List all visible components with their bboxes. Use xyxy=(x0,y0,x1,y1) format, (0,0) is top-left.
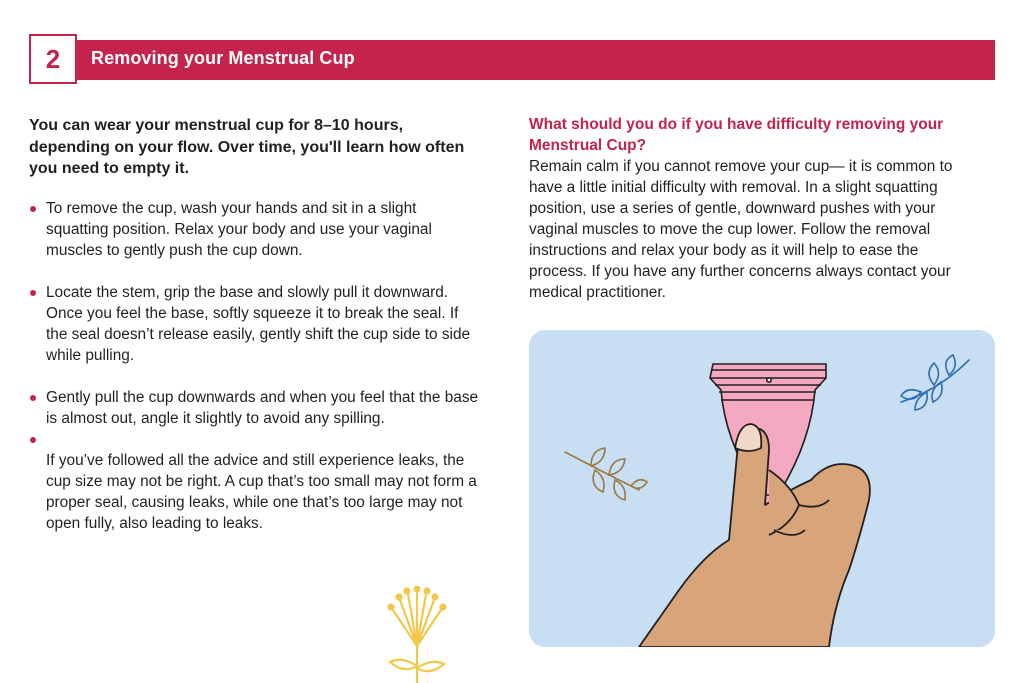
list-item-text: To remove the cup, wash your hands and sit in a slight squatting position. Relax your body and use your vaginal muscles to gently push the cup down. xyxy=(46,199,432,259)
list-item xyxy=(29,387,479,429)
leak-advice-paragraph: If you’ve followed all the advice and still experience leaks, the cup size may not be right. A cup that’s too small may not form a proper seal, causing leaks, while one that’s too large may not open fully, also leading to leaks. xyxy=(46,451,477,532)
list-item-text: Locate the stem, grip the base and slowly pull it downward. Once you feel the base, softly squeeze it to break the seal. If the seal doesn’t release easily, gently shift the cup side to side while pulling. xyxy=(46,283,471,364)
left-column xyxy=(29,115,479,549)
step-number: 2 xyxy=(45,43,61,74)
hand-icon xyxy=(639,424,870,647)
intro-text: You can wear your menstrual cup for 8–10 hours, depending on your flow. Over time, you'll learn how often you need to empty it. xyxy=(29,117,465,177)
section-title: Removing your Menstrual Cup xyxy=(91,48,355,68)
bullet-dot-icon xyxy=(30,290,36,296)
hand-holding-cup-illustration xyxy=(529,330,995,647)
list-item xyxy=(29,429,479,450)
question-heading: What should you do if you have difficulty removing your Menstrual Cup? xyxy=(529,116,944,154)
bullet-dot-icon xyxy=(30,206,36,212)
instruction-list xyxy=(29,198,479,450)
bullet-dot-icon xyxy=(30,395,36,401)
answer-paragraph: Remain calm if you cannot remove your cup— it is common to have a little initial difficulty with removal. In a slight squatting position, use a series of gentle, downward pushes with your vaginal muscles to move the cup lower. Follow the removal instructions and relax your body as it will help to ease the process. If you have any further concerns always contact your medical practitioner. xyxy=(529,158,953,301)
leaf-sprig-icon xyxy=(901,355,969,410)
step-number-badge xyxy=(29,34,77,84)
flower-icon xyxy=(382,586,452,683)
list-item-text: Gently pull the cup downwards and when you feel that the base is almost out, angle it slightly to avoid any spilling. xyxy=(46,388,479,427)
leaf-sprig-icon xyxy=(565,448,647,500)
list-item xyxy=(29,198,479,261)
bullet-dot-icon xyxy=(30,437,36,443)
list-item xyxy=(29,282,479,366)
right-column xyxy=(529,115,969,303)
illustration-panel xyxy=(529,330,995,647)
